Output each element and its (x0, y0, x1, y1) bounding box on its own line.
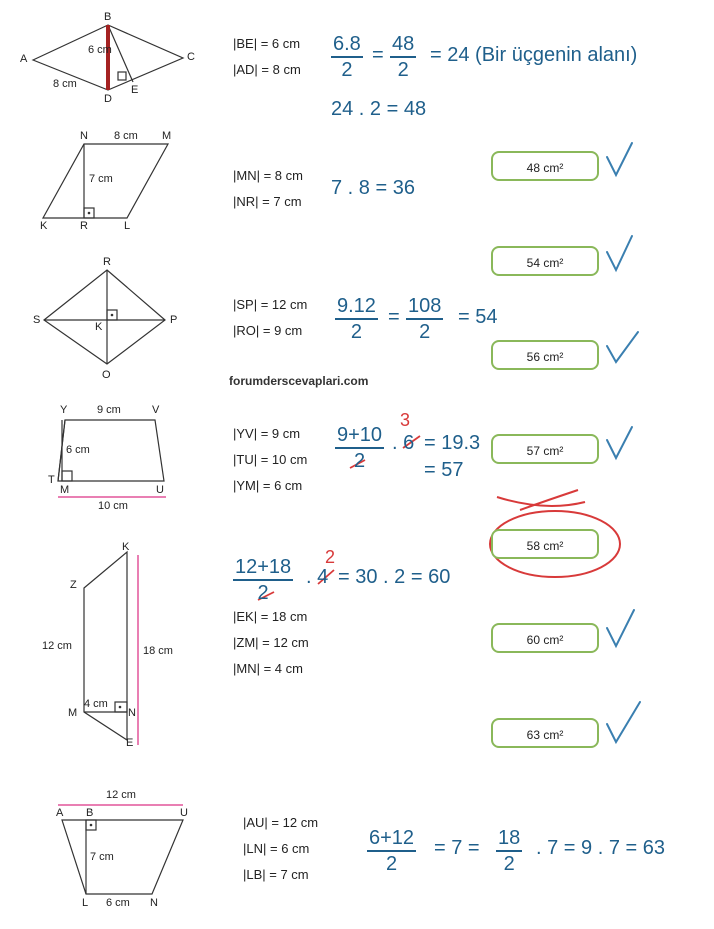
fig1-vertex-C: C (187, 51, 195, 63)
calc1-frac1 (331, 32, 363, 82)
calc2-line1: 7 . 8 = 36 (331, 177, 415, 199)
given-list-6 (243, 810, 318, 888)
given-item: |SP| = 12 cm (233, 297, 308, 312)
fig5-length-left: 12 cm (42, 640, 72, 652)
site-watermark: forumderscevaplari.com (229, 374, 369, 388)
given-item: |EK| = 18 cm (233, 609, 308, 624)
given-item: |AU| = 12 cm (243, 815, 319, 830)
fig4-length-base: 10 cm (98, 500, 128, 512)
fig3-vertex-S: S (33, 314, 41, 326)
fig1-vertex-A: A (20, 53, 28, 65)
fig4-vertex-U: U (156, 484, 164, 496)
given-item: |YV| = 9 cm (233, 426, 301, 441)
fig5-vertex-Z: Z (70, 579, 77, 591)
given-list-3 (233, 292, 307, 344)
calc4-multiplier: . 6 (392, 432, 415, 454)
fig6-vertex-U: U (180, 807, 188, 819)
fig2-vertex-K: K (40, 220, 48, 232)
calc3-equals: = (388, 306, 400, 328)
calc5-frac1 (233, 555, 293, 605)
fig6-length-height: 7 cm (90, 851, 114, 863)
answer-option-63[interactable]: 63 cm² (491, 718, 599, 748)
numerator: 9+10 (335, 423, 384, 449)
wrong-cross-mark (497, 490, 585, 510)
check-icon-48 (607, 143, 632, 175)
calc3-frac1 (335, 294, 378, 344)
answer-option-60[interactable]: 60 cm² (491, 623, 599, 653)
fig3-vertex-P: P (170, 314, 178, 326)
check-icon-63 (607, 702, 640, 742)
fig1-length-side: 8 cm (53, 78, 77, 90)
numerator: 18 (496, 826, 522, 852)
given-item: |MN| = 4 cm (233, 661, 303, 676)
given-list-5 (233, 604, 309, 682)
fig4-vertex-V: V (152, 404, 160, 416)
fig6-vertex-A: A (56, 807, 64, 819)
fig4-length-top: 9 cm (97, 404, 121, 416)
figure-6-shape (62, 820, 183, 894)
fig1-vertex-E: E (131, 84, 139, 96)
given-item: |LB| = 7 cm (243, 867, 309, 882)
given-item: |NR| = 7 cm (233, 194, 302, 209)
calc5-result: = 30 . 2 = 60 (338, 566, 451, 588)
fig2-length-top: 8 cm (114, 130, 138, 142)
calc4-correction: 3 (400, 410, 411, 430)
answer-option-56[interactable]: 56 cm² (491, 340, 599, 370)
fig4-vertex-Y: Y (60, 404, 68, 416)
calc6-result: . 7 = 9 . 7 = 63 (536, 837, 665, 859)
calc3-result: = 54 (458, 306, 498, 328)
given-list-4 (233, 421, 307, 499)
fig5-vertex-E: E (126, 737, 134, 749)
given-item: |BE| = 6 cm (233, 36, 301, 51)
denominator: 2 (503, 853, 515, 875)
numerator: 12+18 (233, 555, 293, 581)
calc4-result: = 19.3 (424, 432, 481, 454)
given-item: |MN| = 8 cm (233, 168, 303, 183)
calc1-line2: 24 . 2 = 48 (331, 98, 427, 120)
check-icon-56 (607, 332, 638, 362)
calc4-frac1 (335, 423, 384, 473)
calc1-result: = 24 (Bir üçgenin alanı) (430, 44, 638, 66)
check-icon-60 (607, 610, 634, 646)
calc4-line2: = 57 (424, 459, 464, 481)
fig6-vertex-B: B (86, 807, 94, 819)
fig5-vertex-N: N (128, 707, 136, 719)
answer-option-54[interactable]: 54 cm² (491, 246, 599, 276)
calc6-frac2 (496, 826, 522, 876)
denominator: 2 (341, 59, 353, 81)
given-item: |TU| = 10 cm (233, 452, 308, 467)
calc6-equals: = 7 = (434, 837, 480, 859)
denominator: 2 (350, 321, 363, 343)
fig1-length-height: 6 cm (88, 44, 112, 56)
calc3-frac2 (406, 294, 443, 344)
denominator: 2 (257, 582, 269, 604)
fig4-vertex-T: T (48, 474, 55, 486)
given-item: |ZM| = 12 cm (233, 635, 309, 650)
given-item: |LN| = 6 cm (243, 841, 310, 856)
fig6-vertex-N: N (150, 897, 158, 909)
calc5-multiplier: . 4 (306, 566, 329, 588)
given-list-2 (233, 163, 303, 215)
fig5-length-right: 18 cm (143, 645, 173, 657)
given-item: |RO| = 9 cm (233, 323, 303, 338)
fig6-length-top: 12 cm (106, 789, 136, 801)
calc1-frac2 (390, 32, 416, 82)
figure-5-shape (84, 552, 127, 740)
check-icon-54 (607, 236, 632, 270)
given-item: |YM| = 6 cm (233, 478, 303, 493)
given-list-1 (233, 31, 301, 83)
numerator: 6+12 (367, 826, 416, 852)
fig5-length-bottom: 4 cm (84, 698, 108, 710)
calc1-equals: = (372, 44, 384, 66)
answer-option-48[interactable]: 48 cm² (491, 151, 599, 181)
fig5-vertex-M: M (68, 707, 78, 719)
fig3-vertex-O: O (102, 369, 111, 381)
calc6-frac1 (367, 826, 416, 876)
numerator: 9.12 (335, 294, 378, 320)
check-icon-57 (607, 427, 632, 458)
fig2-vertex-L: L (124, 220, 131, 232)
numerator: 6.8 (331, 32, 363, 58)
calc5-correction: 2 (325, 547, 336, 567)
figure-3-shape (44, 270, 165, 364)
fig2-vertex-N: N (80, 130, 88, 142)
fig4-vertex-M: M (60, 484, 70, 496)
fig2-vertex-M: M (162, 130, 172, 142)
fig6-vertex-L: L (82, 897, 89, 909)
fig2-vertex-R: R (80, 220, 88, 232)
given-item: |AD| = 8 cm (233, 62, 301, 77)
fig4-length-height: 6 cm (66, 444, 90, 456)
fig2-length-height: 7 cm (89, 173, 113, 185)
fig3-vertex-K: K (95, 321, 103, 333)
fig1-vertex-D: D (104, 93, 112, 105)
denominator: 2 (419, 321, 431, 343)
fig1-vertex-B: B (104, 11, 112, 23)
fig6-length-base: 6 cm (106, 897, 130, 909)
fig5-vertex-K: K (122, 541, 130, 553)
numerator: 48 (390, 32, 416, 58)
numerator: 108 (406, 294, 443, 320)
answer-option-57[interactable]: 57 cm² (491, 434, 599, 464)
answer-option-58[interactable]: 58 cm² (491, 529, 599, 559)
denominator: 2 (385, 853, 398, 875)
denominator: 2 (397, 59, 409, 81)
denominator: 2 (353, 450, 366, 472)
fig3-vertex-R: R (103, 256, 111, 268)
